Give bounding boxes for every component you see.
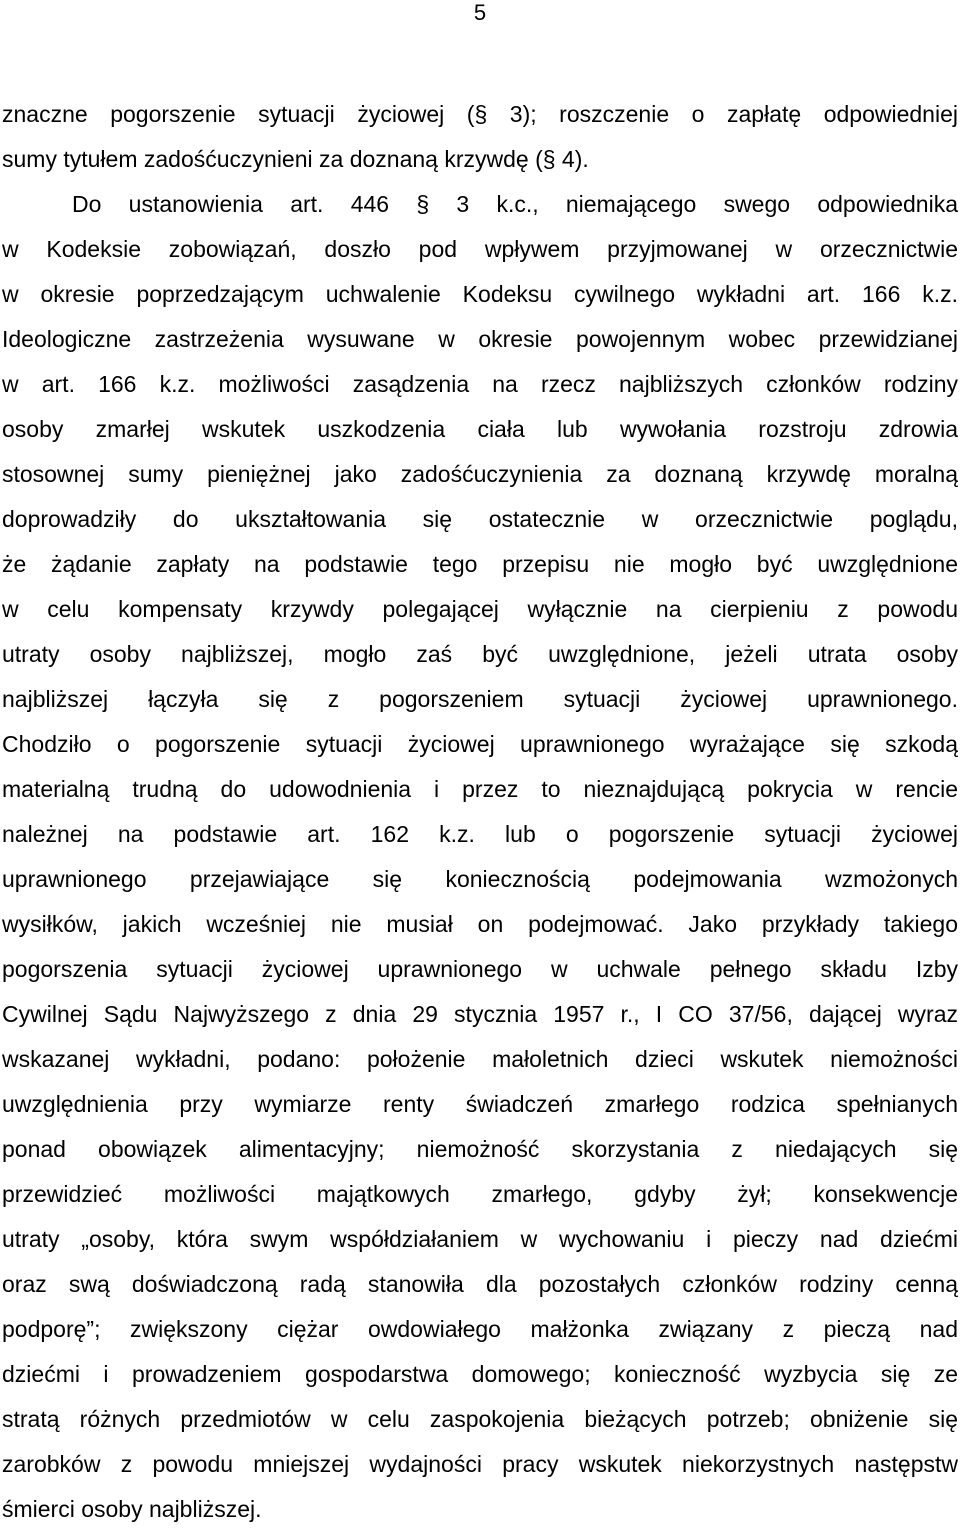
text-line: ponad obowiązek alimentacyjny; niemożność skorzystania z niedających się (2, 1136, 958, 1162)
text-line: dziećmi i prowadzeniem gospodarstwa domowego; konieczność wyzbycia się ze (2, 1361, 958, 1387)
text-line: utraty osoby najbliższej, mogło zaś być uwzględnione, jeżeli utrata osoby (2, 641, 958, 667)
text-line: pogorszenia sytuacji życiowej uprawnionego w uchwale pełnego składu Izby (2, 956, 958, 982)
text-line: w okresie poprzedzającym uchwalenie Kodeksu cywilnego wykładni art. 166 k.z. (2, 281, 958, 307)
text-line: sumy tytułem zadośćuczynieni za doznaną krzywdę (§ 4). (2, 146, 589, 172)
text-line: znaczne pogorszenie sytuacji życiowej (§ 3); roszczenie o zapłatę odpowiedniej (2, 101, 958, 127)
text-line: najbliższej łączyła się z pogorszeniem sytuacji życiowej uprawnionego. (2, 686, 958, 712)
text-line: że żądanie zapłaty na podstawie tego przepisu nie mogło być uwzględnione (2, 551, 958, 577)
text-line: uprawnionego przejawiające się koniecznością podejmowania wzmożonych (2, 866, 958, 892)
text-line: Cywilnej Sądu Najwyższego z dnia 29 stycznia 1957 r., I CO 37/56, dającej wyraz (2, 1001, 958, 1027)
text-line: materialną trudną do udowodnienia i przez to nieznajdującą pokrycia w rencie (2, 776, 958, 802)
text-line: Chodziło o pogorszenie sytuacji życiowej uprawnionego wyrażające się szkodą (2, 731, 958, 757)
text-line: Do ustanowienia art. 446 § 3 k.c., niemającego swego odpowiednika (72, 191, 958, 217)
text-line: zarobków z powodu mniejszej wydajności pracy wskutek niekorzystnych następstw (2, 1451, 958, 1477)
text-line: podporę”; zwiększony ciężar owdowiałego małżonka związany z pieczą nad (2, 1316, 958, 1342)
text-line: uwzględnienia przy wymiarze renty świadczeń zmarłego rodzica spełnianych (2, 1091, 958, 1117)
text-line: utraty „osoby, która swym współdziałaniem w wychowaniu i pieczy nad dziećmi (2, 1226, 958, 1252)
text-line: śmierci osoby najbliższej. (2, 1496, 262, 1522)
document-body (2, 92, 958, 1532)
text-line: doprowadziły do ukształtowania się ostatecznie w orzecznictwie poglądu, (2, 506, 958, 532)
text-line: w celu kompensaty krzywdy polegającej wyłącznie na cierpieniu z powodu (2, 596, 958, 622)
text-line: w art. 166 k.z. możliwości zasądzenia na rzecz najbliższych członków rodziny (2, 371, 958, 397)
text-line: wysiłków, jakich wcześniej nie musiał on podejmować. Jako przykłady takiego (2, 911, 958, 937)
page-number: 5 (473, 0, 487, 25)
text-line: wskazanej wykładni, podano: położenie małoletnich dzieci wskutek niemożności (2, 1046, 958, 1072)
text-line: oraz swą doświadczoną radą stanowiła dla pozostałych członków rodziny cenną (2, 1271, 958, 1297)
text-line: należnej na podstawie art. 162 k.z. lub o pogorszenie sytuacji życiowej (2, 821, 958, 847)
text-line: stratą różnych przedmiotów w celu zaspokojenia bieżących potrzeb; obniżenie się (2, 1406, 958, 1432)
text-line: Ideologiczne zastrzeżenia wysuwane w okresie powojennym wobec przewidzianej (2, 326, 958, 352)
text-line: stosownej sumy pieniężnej jako zadośćuczynienia za doznaną krzywdę moralną (2, 461, 958, 487)
text-line: w Kodeksie zobowiązań, doszło pod wpływem przyjmowanej w orzecznictwie (2, 236, 958, 262)
text-line: przewidzieć możliwości majątkowych zmarłego, gdyby żył; konsekwencje (2, 1181, 958, 1207)
text-line: osoby zmarłej wskutek uszkodzenia ciała lub wywołania rozstroju zdrowia (2, 416, 958, 442)
